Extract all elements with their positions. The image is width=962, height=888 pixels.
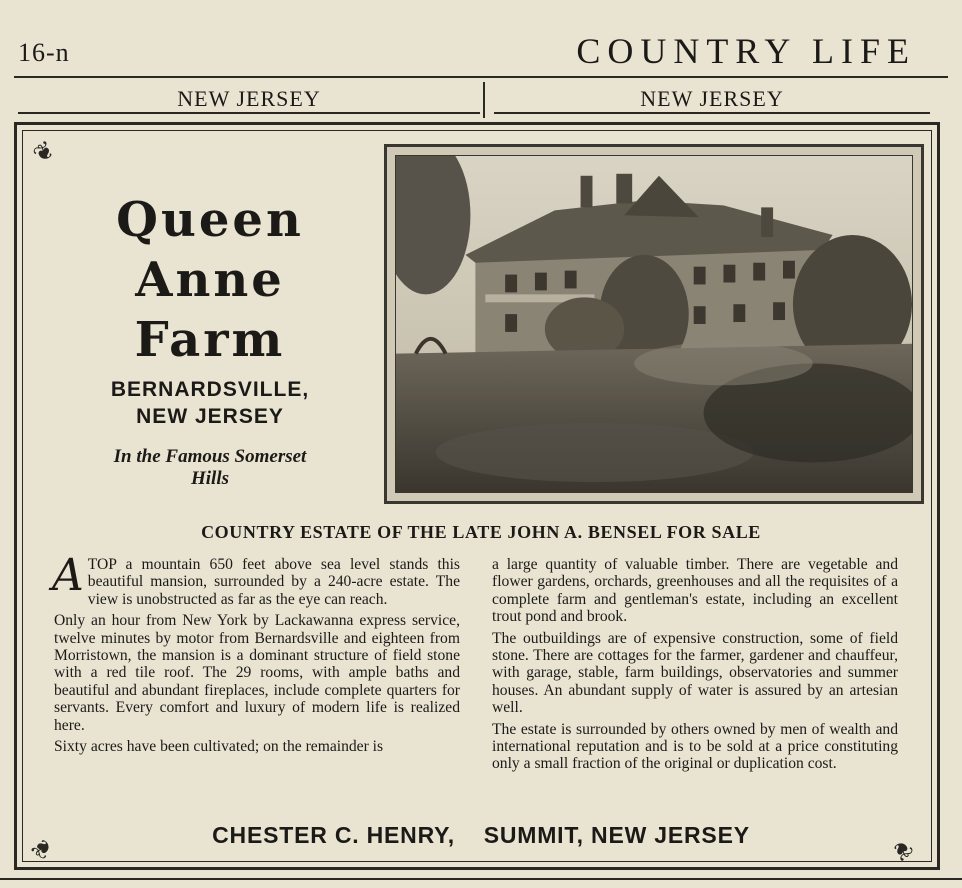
estate-name-line: Farm <box>134 312 286 368</box>
paragraph: The outbuildings are of expensive construction, some of field stone. There are cottages for the farmer, gardener and chauffeur, with garage, stable, farm buildings, observatories and summer houses. An abundant supply of water is assured by an artesian well. <box>492 629 898 717</box>
fleuron-icon: ❦ <box>25 830 59 866</box>
section-label-right: NEW JERSEY <box>640 86 784 111</box>
contact-line <box>30 822 932 849</box>
fleuron-icon: ❦ <box>27 134 61 170</box>
paragraph: Sixty acres have been cultivated; on the remainder is <box>54 738 384 756</box>
contact-spacer <box>462 822 476 848</box>
tagline-line: Hills <box>190 468 229 489</box>
location-line: NEW JERSEY <box>136 405 284 428</box>
tagline-line: In the Famous Somerset <box>113 446 307 467</box>
estate-tagline <box>60 446 360 490</box>
section-underline-right <box>494 112 930 114</box>
paragraph <box>52 550 460 608</box>
section-label-left: NEW JERSEY <box>177 86 321 111</box>
paragraph: a large quantity of valuable timber. There are vegetable and flower gardens, orchards, greenhouses and all the requisites of a complete farm and gentleman's estate, including an excellent trout pond and brook. <box>492 556 898 626</box>
left-column <box>52 550 460 759</box>
paragraph: Only an hour from New York by Lackawanna express service, twelve minutes by motor from Bernardsville and eighteen from Morristown, the mansion is a dominant structure of field stone with a red tile roof. The 29 rooms, with ample baths and beautiful and abundant fireplaces, include complete quarters for servants. Every comfort and luxury of modern life is realized here. <box>54 612 460 734</box>
section-divider <box>483 82 485 118</box>
right-column <box>492 556 898 777</box>
contact-name: CHESTER C. HENRY, <box>212 822 455 848</box>
mansion-photo-frame <box>384 144 924 504</box>
section-underline-left <box>18 112 480 114</box>
ad-headline: COUNTRY ESTATE OF THE LATE JOHN A. BENSEL FOR SALE <box>201 522 761 542</box>
contact-place: SUMMIT, NEW JERSEY <box>483 822 750 848</box>
estate-name <box>80 190 340 370</box>
location-line: BERNARDSVILLE, <box>110 378 310 401</box>
estate-name-line: Queen <box>116 192 304 248</box>
mansion-illustration <box>396 156 912 492</box>
header-rule <box>14 76 948 78</box>
paragraph-text: TOP a mountain 650 feet above sea level stands this beautiful mansion, surrounded by a 240-acre estate. The view is unobstructed as far as the eye can reach. <box>87 556 460 608</box>
paragraph: The estate is surrounded by others owned by men of wealth and international reputation and is to be sold at a price constituting only a small fraction of the original or duplication cost. <box>492 720 898 773</box>
fleuron-icon: ❦ <box>885 832 919 868</box>
magazine-title: COUNTRY LIFE <box>576 31 916 71</box>
estate-location <box>60 376 360 430</box>
mansion-photo <box>395 155 913 493</box>
drop-cap: A <box>52 550 84 601</box>
bottom-rule <box>0 878 962 880</box>
estate-name-line: Anne <box>135 252 285 308</box>
page-number: 16-n <box>18 38 70 67</box>
